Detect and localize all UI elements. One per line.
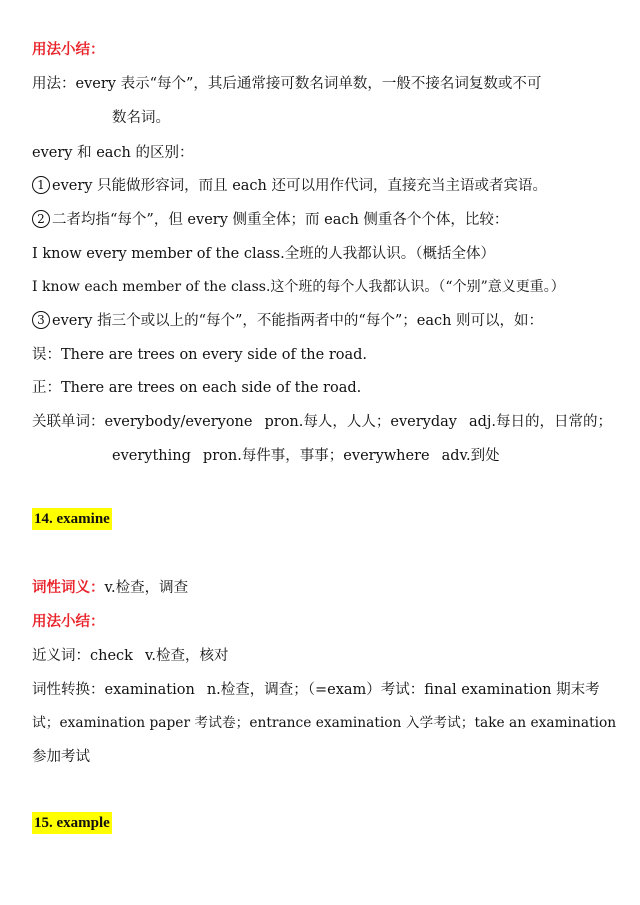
related-word-everyday-def: adj.每日的，日常的； — [468, 414, 613, 430]
examine-usage-title: 用法小结： — [32, 613, 105, 630]
synonym-line — [32, 646, 229, 666]
related-word-everywhere-def: adv.到处 — [441, 448, 500, 464]
related-word-everywhere: pron.每件事，事事；everywhere — [202, 448, 430, 464]
conversion-def: n.检查，调查；（=exam）考试：final examination 期末考 — [206, 682, 600, 698]
point-2-text: 二者均指“每个”，但 every 侧重全体；而 each 侧重各个个体，比较： — [52, 212, 509, 228]
example-1: I know every member of the class.全班的人我都认识。（概括全体） — [32, 246, 495, 262]
point-3 — [32, 311, 543, 331]
related-words-line-2 — [112, 446, 500, 466]
usage-line-1: 用法：every 表示“每个”，其后通常接可数名词单数，一般不接名词复数或不可 — [32, 76, 542, 92]
point-2 — [32, 210, 508, 230]
synonym-def: v.检查，核对 — [144, 648, 229, 664]
circled-number-3: 3 — [32, 311, 50, 329]
conversion-line-2: 试；examination paper 考试卷；entrance examination 入学考试；take an examination — [32, 715, 617, 731]
related-words-line-1 — [32, 412, 612, 432]
usage-line-2: 数名词。 — [112, 110, 170, 126]
circled-number-1: 1 — [32, 176, 50, 194]
pos-label: 词性词义： — [32, 579, 105, 596]
conversion-line-1 — [32, 680, 600, 700]
pos-line — [32, 578, 188, 598]
point-3-text: every 指三个或以上的“每个”，不能指两者中的“每个”；each 则可以，如： — [52, 313, 544, 329]
related-word-everyday: pron.每人，人人；everyday — [264, 414, 457, 430]
example-2: I know each member of the class.这个班的每个人我都认识。（“个别”意义更重。） — [32, 279, 565, 295]
related-word-everybody: everybody/everyone — [104, 414, 253, 430]
circled-number-2: 2 — [32, 210, 50, 228]
conversion-word: 词性转换：examination — [32, 682, 195, 698]
right-example: 正：There are trees on each side of the road. — [32, 380, 362, 396]
point-1 — [32, 176, 547, 196]
related-word-everything: everything — [112, 448, 191, 464]
wrong-example: 误：There are trees on every side of the road. — [32, 347, 368, 363]
related-label: 关联单词： — [32, 414, 105, 430]
heading-example: 15. example — [32, 812, 112, 834]
point-1-text: every 只能做形容词，而且 each 还可以用作代词，直接充当主语或者宾语。 — [52, 178, 547, 194]
diff-title: every 和 each 的区别： — [32, 145, 194, 161]
synonym-word: 近义词：check — [32, 648, 133, 664]
pos-text: v.检查，调查 — [104, 580, 189, 596]
heading-examine: 14. examine — [32, 508, 112, 530]
conversion-line-3: 参加考试 — [32, 749, 90, 765]
usage-title: 用法小结： — [32, 41, 105, 58]
